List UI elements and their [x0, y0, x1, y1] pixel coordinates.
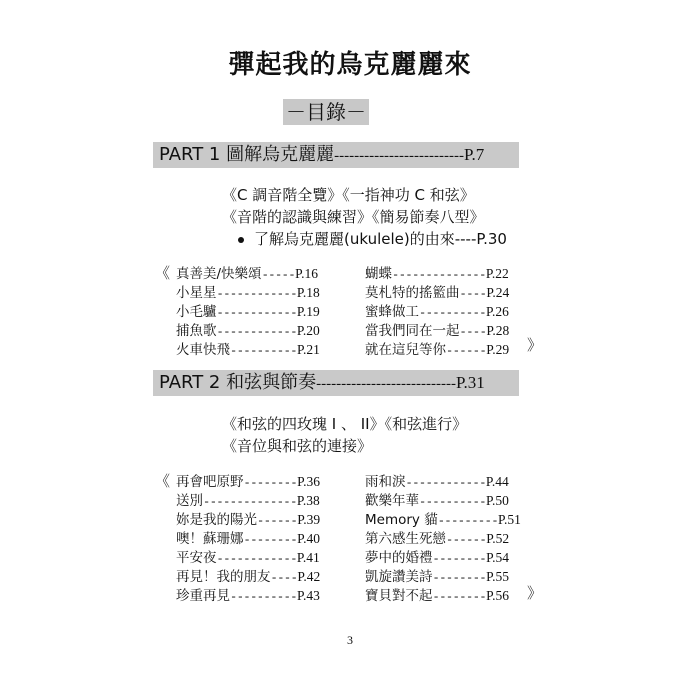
song-title: 平安夜 — [176, 550, 217, 566]
part1-bullet-item — [238, 228, 507, 249]
song-page: P.40 — [297, 531, 320, 546]
song-title: 蝴蝶 — [365, 266, 392, 282]
list-item — [176, 300, 320, 319]
song-title: 小星星 — [176, 285, 217, 301]
leader-dots: -------- — [432, 552, 487, 566]
list-item — [176, 319, 320, 338]
song-page: P.26 — [486, 304, 509, 319]
leader-dots: ------------ — [216, 552, 297, 566]
list-item — [176, 262, 320, 281]
leader-dots: ---------- — [419, 495, 487, 509]
song-page: P.39 — [297, 512, 321, 527]
part2-dashes: ---------------------------- — [316, 376, 456, 392]
leader-dots: ---------- — [419, 306, 487, 320]
list-item — [365, 584, 521, 603]
list-item — [176, 489, 320, 508]
song-page: P.51 — [498, 512, 521, 527]
list-item — [176, 527, 320, 546]
leader-dots: ---- — [270, 571, 298, 585]
song-page: P.52 — [486, 531, 510, 546]
song-page: P.43 — [297, 588, 320, 603]
list-item — [365, 565, 521, 584]
list-item — [365, 319, 509, 338]
leader-dots: -------- — [432, 590, 487, 604]
list-item — [176, 584, 320, 603]
leader-dots: ------ — [446, 533, 487, 547]
part2-page: P.31 — [455, 373, 485, 392]
song-page: P.55 — [486, 569, 509, 584]
list-item — [176, 470, 320, 489]
list-item — [365, 300, 509, 319]
part1-open-bracket: 《 — [155, 264, 171, 282]
leader-dots: -------- — [432, 571, 487, 585]
song-page: P.29 — [486, 342, 510, 357]
leader-dots: ---------- — [230, 590, 298, 604]
list-item — [365, 470, 521, 489]
leader-dots: ------ — [257, 514, 298, 528]
song-title: 凱旋讚美詩 — [365, 569, 433, 585]
part1-songs-left — [176, 262, 320, 357]
part2-heading-bar — [153, 370, 519, 396]
song-title: Memory 貓 — [365, 512, 438, 528]
song-title: 妳是我的陽光 — [176, 512, 257, 528]
part1-heading-bar — [153, 142, 519, 168]
song-page: P.16 — [295, 266, 318, 281]
song-page: P.28 — [486, 323, 510, 338]
part2-intro-line-1: 《和弦的四玫瑰 I 、 II》《和弦進行》 — [222, 415, 468, 433]
song-title: 當我們同在一起 — [365, 323, 460, 339]
part2-songs-left — [176, 470, 320, 603]
part2-intro-line-2: 《音位與和弦的連接》 — [222, 437, 373, 455]
part1-songs-right — [365, 262, 509, 357]
leader-dots: --------- — [437, 514, 499, 528]
page-number: 3 — [347, 633, 353, 647]
song-title: 蜜蜂做工 — [365, 304, 419, 320]
leader-dots: -------- — [243, 476, 298, 490]
song-page: P.44 — [485, 474, 509, 489]
leader-dots: ------ — [446, 344, 487, 358]
page-title: 彈起我的烏克麗麗來 — [228, 50, 472, 80]
song-title: 火車快飛 — [176, 342, 230, 358]
leader-dots: -------------- — [392, 268, 486, 282]
song-page: P.22 — [485, 266, 509, 281]
leader-dots: -------- — [243, 533, 298, 547]
song-page: P.24 — [486, 285, 510, 300]
part1-dashes: -------------------------- — [334, 148, 464, 164]
song-title: 莫札特的搖籃曲 — [365, 285, 460, 301]
song-page: P.21 — [297, 342, 320, 357]
song-title: 寶貝對不起 — [365, 588, 433, 604]
list-item — [176, 565, 320, 584]
list-item — [365, 281, 509, 300]
list-item — [365, 508, 521, 527]
list-item — [176, 281, 320, 300]
song-page: P.50 — [486, 493, 509, 508]
song-page: P.56 — [486, 588, 509, 603]
song-page: P.36 — [297, 474, 320, 489]
song-page: P.38 — [296, 493, 320, 508]
song-title: 噢！蘇珊娜 — [176, 531, 244, 547]
bullet-icon — [238, 237, 244, 243]
song-page: P.41 — [296, 550, 320, 565]
part1-page: P.7 — [463, 145, 485, 164]
list-item — [365, 527, 521, 546]
list-item — [365, 262, 509, 281]
leader-dots: ----- — [261, 268, 296, 282]
leader-dots: ------------ — [216, 306, 297, 320]
song-title: 再見！我的朋友 — [176, 569, 271, 585]
part2-title: PART 2 和弦與節奏 — [159, 372, 317, 393]
part2-close-bracket: 》 — [527, 584, 543, 602]
toc-heading: －目錄－ — [283, 99, 369, 125]
song-title: 捕魚歌 — [176, 323, 217, 339]
part1-close-bracket: 》 — [527, 336, 543, 354]
list-item — [176, 508, 320, 527]
song-title: 歡樂年華 — [365, 493, 419, 509]
leader-dots: ------------ — [405, 476, 486, 490]
list-item — [176, 338, 320, 357]
leader-dots: ---------- — [230, 344, 298, 358]
part1-intro-line-1: 《C 調音階全覽》《一指神功 C 和弦》 — [222, 186, 475, 204]
part2-open-bracket: 《 — [155, 472, 171, 490]
list-item — [365, 546, 521, 565]
part1-title: PART 1 圖解烏克麗麗 — [159, 144, 335, 165]
list-item — [365, 338, 509, 357]
leader-dots: -------------- — [203, 495, 297, 509]
song-page: P.18 — [296, 285, 320, 300]
song-title: 送別 — [176, 493, 203, 509]
song-title: 第六感生死戀 — [365, 531, 446, 547]
part2-songs-right — [365, 470, 521, 603]
song-page: P.20 — [296, 323, 320, 338]
song-page: P.19 — [296, 304, 320, 319]
song-title: 再會吧原野 — [176, 474, 244, 490]
song-title: 珍重再見 — [176, 588, 230, 604]
leader-dots: ---- — [459, 287, 487, 301]
part1-intro-line-2: 《音階的認識與練習》《簡易節奏八型》 — [222, 208, 485, 226]
leader-dots: ---- — [459, 325, 487, 339]
leader-dots: ------------ — [216, 287, 297, 301]
list-item — [176, 546, 320, 565]
song-title: 夢中的婚禮 — [365, 550, 433, 566]
song-page: P.42 — [297, 569, 321, 584]
part1-bullet-text: 了解烏克麗麗(ukulele)的由來----P.30 — [254, 230, 507, 248]
song-title: 就在這兒等你 — [365, 342, 446, 358]
list-item — [365, 489, 521, 508]
song-title: 小毛驢 — [176, 304, 217, 320]
song-title: 雨和淚 — [365, 474, 406, 490]
leader-dots: ------------ — [216, 325, 297, 339]
song-page: P.54 — [486, 550, 509, 565]
song-title: 真善美/快樂頌 — [176, 266, 262, 282]
